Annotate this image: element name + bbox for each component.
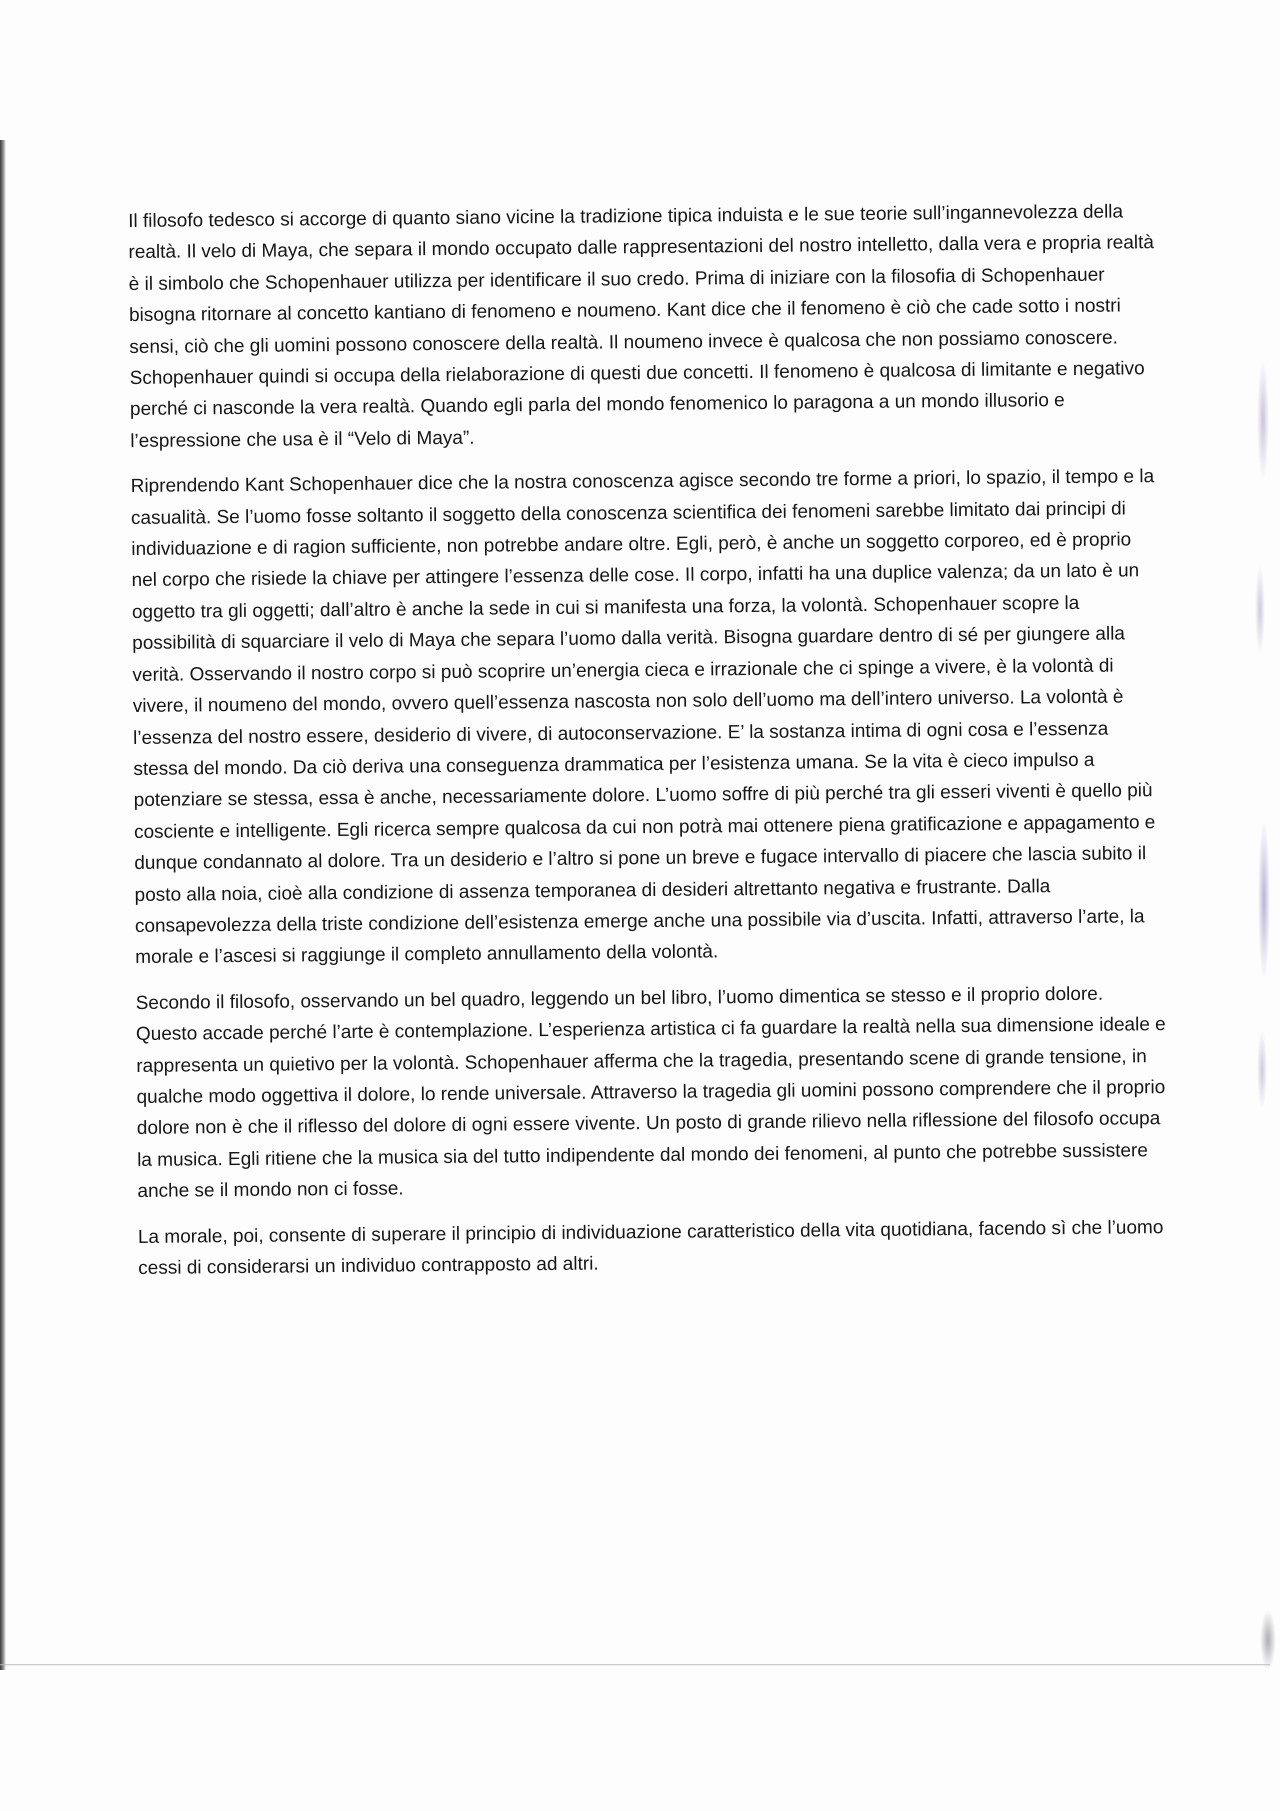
scan-bottom-edge-line [0, 1664, 1270, 1666]
paragraph-4: La morale, poi, consente di superare il principio di individuazione caratteristico della vita quotidiana, facendo sì che l’uomo cessi di considerarsi un individuo contrapposto ad altri. [137, 1216, 1164, 1279]
scan-left-edge-shadow [0, 140, 6, 1670]
paragraph-3: Secondo il filosofo, osservando un bel quadro, leggendo un bel libro, l’uomo dimentica se stesso e il proprio dolore. Questo accade perché l’arte è contemplazione. L’esperienza artistica ci fa guardare la realtà nella sua dimensione ideale e rappresenta un quietivo per la volontà. Schopenhauer afferma che la tragedia, presentando scene di grande tensione, in qualche modo oggettiva il dolore, lo rende universale. Attraverso la tragedia gli uomini possono comprendere che il proprio dolore non è che il riflesso del dolore di ogni essere vivente. Un posto di grande rilievo nella riflessione del filosofo occupa la musica. Egli ritiene che la musica sia del tutto indipendente dal mondo dei fenomeni, al punto che potrebbe sussistere anche se il mondo non ci fosse. [135, 983, 1166, 1203]
scan-right-edge-marks [1238, 170, 1278, 1670]
document-body [128, 196, 1168, 1298]
paragraph-2: Riprendendo Kant Schopenhauer dice che la nostra conoscenza agisce secondo tre forme a priori, lo spazio, il tempo e la casualità. Se l’uomo fosse soltanto il soggetto della conoscenza scientifica dei fenomeni sarebbe limitato dai principi di individuazione e di ragion sufficiente, non potrebbe andare oltre. Egli, però, è anche un soggetto corporeo, ed è proprio nel corpo che risiede la chiave per attingere l’essenza delle cose. Il corpo, infatti ha una duplice valenza; da un lato è un oggetto tra gli oggetti; dall’altro è anche la sede in cui si manifesta una forza, la volontà. Schopenhauer scopre la possibilità di squarciare il velo di Maya che separa l’uomo dalla verità. Bisogna guardare dentro di sé per giungere alla verità. Osservando il nostro corpo si può scoprire un’energia cieca e irrazionale che ci spinge a vivere, è la volontà di vivere, il noumeno del mondo, ovvero quell’essenza nascosta non solo dell’uomo ma dell’intero universo. La volontà è l’essenza del nostro essere, desiderio di vivere, di autoconservazione. E’ la sostanza intima di ogni cosa e l’essenza stessa del mondo. Da ciò deriva una conseguenza drammatica per l’esistenza umana. Se la vita è cieco impulso a potenziare se stessa, essa è anche, necessariamente dolore. L’uomo soffre di più perché tra gli esseri viventi è quello più cosciente e intelligente. Egli ricerca sempre qualcosa da cui non potrà mai ottenere piena gratificazione e appagamento e dunque condannato al dolore. Tra un desiderio e l’altro si pone un breve e fugace intervallo di piacere che lascia subito il posto alla noia, cioè alla condizione di assenza temporanea di desideri altrettanto negativa e frustrante. Dalla consapevolezza della triste condizione dell’esistenza emerge anche una possibile via d’uscita. Infatti, attraverso l’arte, la morale e l’ascesi si raggiunge il completo annullamento della volontà. [130, 466, 1156, 969]
paragraph-1: Il filosofo tedesco si accorge di quanto siano vicine la tradizione tipica induista e le sue teorie sull’ingannevolezza della realtà. Il velo di Maya, che separa il mondo occupato dalle rappresentazioni del nostro intelletto, dalla vera e propria realtà è il simbolo che Schopenhauer utilizza per identificare il suo credo. Prima di iniziare con la filosofia di Schopenhauer bisogna ritornare al concetto kantiano di fenomeno e noumeno. Kant dice che il fenomeno è ciò che cade sotto i nostri sensi, ciò che gli uomini possono conoscere della realtà. Il noumeno invece è qualcosa che non possiamo conoscere. Schopenhauer quindi si occupa della rielaborazione di questi due concetti. Il fenomeno è qualcosa di limitante e negativo perché ci nasconde la vera realtà. Quando egli parla del mondo fenomenico lo paragona a un mondo illusorio e l’espressione che usa è il “Velo di Maya”. [128, 201, 1155, 452]
